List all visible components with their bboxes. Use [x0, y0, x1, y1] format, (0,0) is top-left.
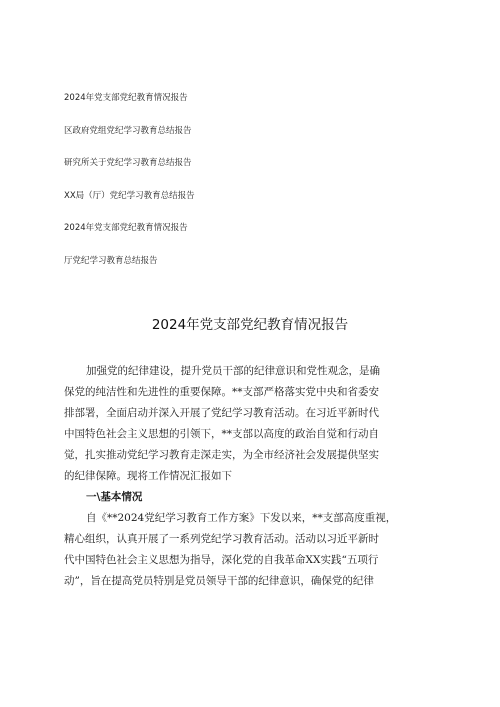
intro-line: 中国特色社会主义思想的引领下，**支部以高度的政治自觉和行动自 — [64, 428, 379, 440]
section-line: 代中国特色社会主义思想为指导，深化党的自我革命XX实践“五项行 — [64, 554, 379, 566]
toc-item[interactable]: 厅党纪学习教育总结报告 — [64, 255, 158, 266]
document-body — [64, 361, 442, 592]
section-line: 精心组织，认真开展了一系列党纪学习教育活动。活动以习近平新时 — [64, 533, 379, 545]
toc-item[interactable]: 研究所关于党纪学习教育总结报告 — [64, 158, 192, 168]
section-line: 动”，旨在提高党员特别是党员领导干部的纪律意识，确保党的纪律 — [64, 575, 374, 587]
table-of-contents — [64, 92, 444, 287]
section-line: 自《**2024党纪学习教育工作方案》下发以来，**支部高度重视， — [86, 512, 397, 524]
toc-item[interactable]: 2024年党支部党纪教育情况报告 — [64, 93, 188, 103]
toc-item[interactable]: XX局（厅）党纪学习教育总结报告 — [64, 190, 195, 201]
intro-line: 的纪律保障。现将工作情况汇报如下 — [64, 470, 232, 482]
toc-item[interactable]: 区政府党组党纪学习教育总结报告 — [64, 125, 192, 136]
section-heading: 一\基本情况 — [86, 491, 143, 503]
document-title: 2024年党支部党纪教育情况报告 — [151, 317, 349, 333]
intro-line: 觉，扎实推动党纪学习教育走深走实，为全市经济社会发展提供坚实 — [64, 449, 379, 461]
toc-item[interactable]: 2024年党支部党纪教育情况报告 — [64, 223, 188, 233]
intro-line: 保党的纯洁性和先进性的重要保障。**支部严格落实党中央和省委安 — [64, 386, 379, 398]
intro-line: 排部署，全面启动并深入开展了党纪学习教育活动。在习近平新时代 — [64, 407, 379, 419]
intro-line: 加强党的纪律建设，提升党员干部的纪律意识和党性观念，是确 — [86, 365, 380, 377]
